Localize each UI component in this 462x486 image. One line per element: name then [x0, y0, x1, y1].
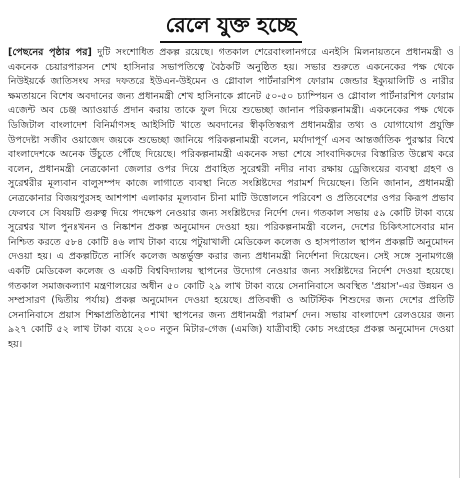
- article-text: দুটি সংশোধিত প্রকল্প রয়েছে। গতকাল শেরেবাংলানগরে এনইসি মিলনায়তনে প্রধানমন্ত্রী ও একনেক চেয়ারপারসন শেখ হাসিনার সভাপতিত্বে বৈঠকটি অনুষ্ঠিত হয়। সভার শুরুতে একনেকের পক্ষ থেকে নিউইয়র্কে জাতিসংঘ সদর দফতরে ইউএন-উইমেন ও গ্লোবাল পার্টনারশিপ ফোরাম জেন্ডার ইক্যুয়ালিটি ও নারীর ক্ষমতায়নে বিশেষ অবদানের জন্য প্রধানমন্ত্রী শেখ হাসিনাকে প্লানেট ৫০-৫০ চ্যাম্পিয়ন ও গ্লোবাল পার্টনারশিপ ফোরাম এজেন্ট অব চেঞ্জ অ্যাওয়ার্ড প্রদান করায় তাকে ফুল দিয়ে শুভেচ্ছা জানান পরিকল্পনামন্ত্রী। একনেকের পক্ষ থেকে ডিজিটাল বাংলাদেশ বিনির্মাণসহ আইসিটি খাতে অবদানের স্বীকৃতিস্বরূপ প্রধানমন্ত্রীর তথ্য ও যোগাযোগ প্রযুক্তি উপদেষ্টা সজীব ওয়াজেদ জয়কে শুভেচ্ছা জানিয়ে পরিকল্পনামন্ত্রী বলেন, মর্যাদাপূর্ণ এসব আন্তর্জাতিক পুরস্কার বিশ্বে বাংলাদেশকে অনেক উঁচুতে পৌঁছে দিয়েছে। পরিকল্পনামন্ত্রী একনেক সভা শেষে সাংবাদিকদের বিস্তারিত উল্লেখ করে বলেন, প্রধানমন্ত্রী নেত্রকোনা জেলার ওপর দিয়ে প্রবাহিত সুরেশ্বরী নদীর নাব্য রক্ষায় ড্রেজিংয়ের ব্যবস্থা গ্রহণ ও সুরেশ্বরীর মূল্যবান বালুসম্পদ কাজে লাগাতে ব্যবস্থা নিতে সংশ্লিষ্টদের পরামর্শ দিয়েছেন। তিনি জানান, প্রধানমন্ত্রী নেত্রকোনার বিজয়পুরসহ আশপাশ এলাকার মূল্যবান চীনা মাটি উত্তোলনে পরিবেশ ও প্রতিবেশের ওপর কিরূপ প্রভাব ফেলবে সে বিষয়টি গুরুত্ব দিয়ে পদক্ষেপ নেওয়ার জন্য সংশ্লিষ্টদের নির্দেশ দেন। গতকাল সভায় ৫৯ কোটি টাকা ব্যয়ে সুরেশ্বর খাল পুনঃখনন ও নিষ্কাশন প্রকল্প অনুমোদন দেওয়া হয়। পরিকল্পনামন্ত্রী বলেন, দেশের চিকিৎসাসেবার মান নিশ্চিত করতে ৫৮৪ কোটি ৪৬ লাখ টাকা ব্যয়ে পটুয়াখালী মেডিকেল কলেজ ও হাসপাতাল স্থাপন প্রকল্পটি অনুমোদন দেওয়া হয়। এ প্রকল্পটিতে নার্সিং কলেজ অন্তর্ভুক্ত করার জন্য প্রধানমন্ত্রী নির্দেশনা দিয়েছেন। সেই সঙ্গে সুনামগঞ্জে একটি মেডিকেল কলেজ ও একটি বিশ্ববিদ্যালয় স্থাপনের উদ্যোগ নেওয়ার জন্য সংশ্লিষ্টদের নির্দেশ দেওয়া হয়েছে। গতকাল সমাজকল্যাণ মন্ত্রণালয়ের অধীন ৫০ কোটি ২৯ লাখ টাকা ব্যয়ে সেনানিবাসে অবস্থিত 'প্রয়াস'-এর উন্নয়ন ও সম্প্রসারণ (দ্বিতীয় পর্যায়) প্রকল্প অনুমোদন দেওয়া হয়েছে। প্রতিবন্ধী ও অটিস্টিক শিশুদের জন্য দেশের প্রতিটি সেনানিবাসে প্রয়াস শিক্ষাপ্রতিষ্ঠানের শাখা স্থাপনের জন্য প্রধানমন্ত্রী পরামর্শ দেন। সভায় বাংলাদেশ রেলওয়ের জন্য ৯২৭ কোটি ৫২ লাখ টাকা ব্যয়ে ২০০ নতুন মিটার-গেজ (এমজি) যাত্রীবাহী কোচ সংগ্রহের প্রকল্প অনুমোদন দেওয়া হয়।: [8, 47, 454, 350]
- headline: রেলে যুক্ত হচ্ছে: [160, 12, 303, 43]
- continuation-marker: [পেছনের পৃষ্ঠার পর]: [8, 47, 92, 58]
- column-divider: [459, 46, 460, 478]
- article-paragraph: [8, 46, 454, 352]
- article-body: [8, 46, 454, 352]
- headline-container: [0, 12, 462, 43]
